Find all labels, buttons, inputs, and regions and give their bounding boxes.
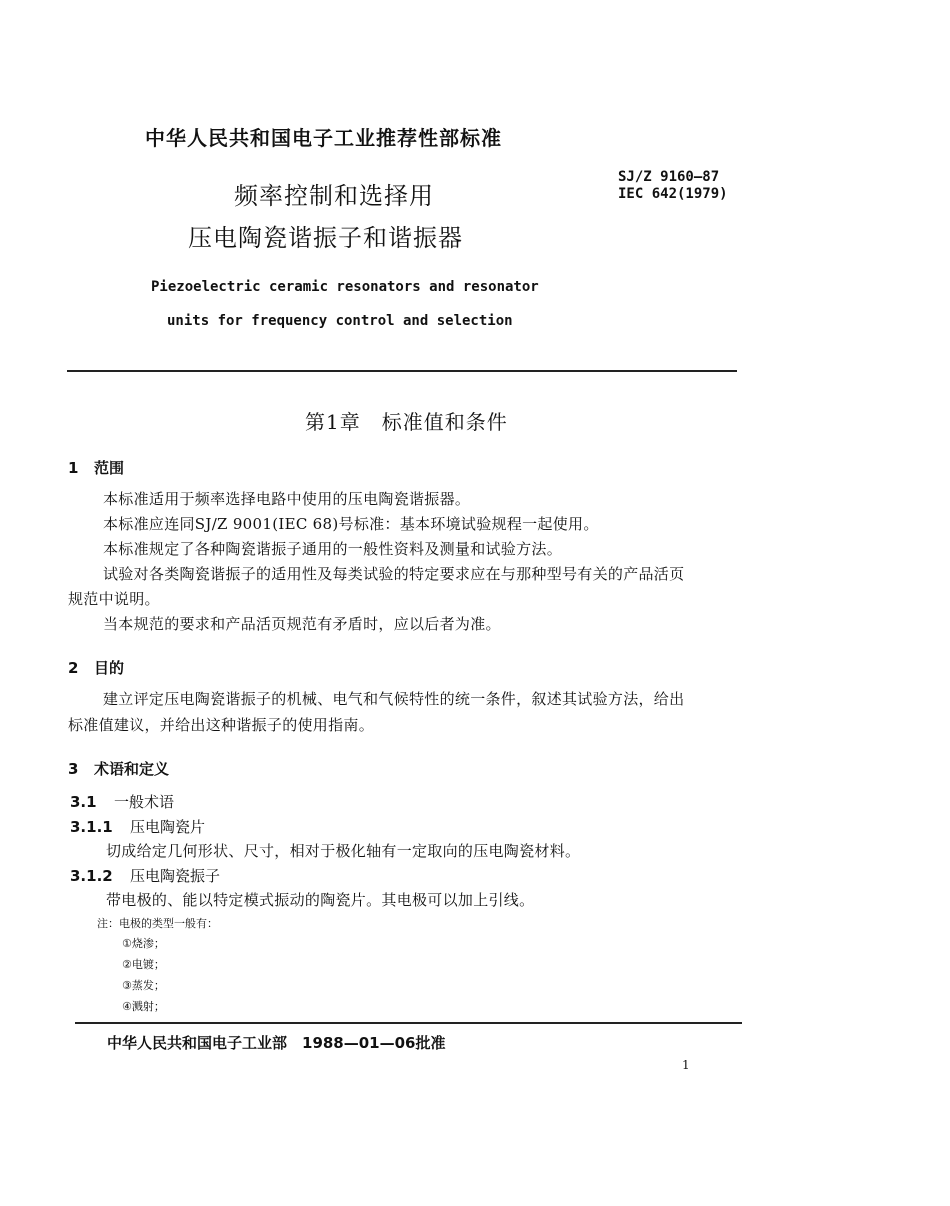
section-number: 2 [68,659,79,677]
section-2-paragraph-1a: 建立评定压电陶瓷谐振子的机械、电气和气候特性的统一条件，叙述其试验方法，给出 [103,690,685,708]
section-title: 术语和定义 [94,760,170,778]
approval-line: 中华人民共和国电子工业部 1988—01—06批准 [107,1034,446,1052]
section-1-paragraph-4b: 规范中说明。 [68,590,160,608]
title-en-line2: units for frequency control and selection [167,313,513,329]
section-1-heading [68,457,124,478]
section-number: 1 [68,459,79,477]
title-en-line1: Piezoelectric ceramic resonators and resonator [151,279,539,295]
section-3-heading [68,758,169,779]
issuer-title: 中华人民共和国电子工业推荐性部标准 [145,126,502,150]
subsection-title: 压电陶瓷片 [130,818,206,836]
subsection-3-1-1 [70,816,205,837]
section-1-paragraph-2: 本标准应连同SJ/Z 9001(IEC 68)号标准：基本环境试验规程一起使用。 [103,515,599,533]
section-1-paragraph-1: 本标准适用于频率选择电路中使用的压电陶瓷谐振器。 [103,490,471,508]
subsection-title: 一般术语 [114,793,175,811]
note-item: ④溅射； [122,1000,165,1013]
section-2-heading [68,657,124,678]
note-title: 注：电极的类型一般有： [97,917,218,930]
section-number: 3 [68,760,79,778]
subsection-number: 3.1.2 [70,867,113,885]
section-1-paragraph-5: 当本规范的要求和产品活页规范有矛盾时，应以后者为准。 [103,615,501,633]
subsection-number: 3.1 [70,793,97,811]
title-cn-line2: 压电陶瓷谐振子和谐振器 [188,224,463,252]
subsection-title: 压电陶瓷振子 [130,867,221,885]
section-1-paragraph-4a: 试验对各类陶瓷谐振子的适用性及每类试验的特定要求应在与那种型号有关的产品活页 [103,565,685,583]
note-item: ①烧渗； [122,937,165,950]
page-number: 1 [682,1058,690,1072]
note-item: ②电镀； [122,958,165,971]
standard-number-block [618,169,728,203]
subsection-3-1-2 [70,865,220,886]
iec-number: IEC 642(1979) [618,186,728,202]
section-2-paragraph-1b: 标准值建议，并给出这种谐振子的使用指南。 [68,716,375,734]
top-divider [67,370,737,372]
standard-number: SJ/Z 9160—87 [618,169,720,185]
section-title: 目的 [94,659,125,677]
section-1-paragraph-3: 本标准规定了各种陶瓷谐振子通用的一般性资料及测量和试验方法。 [103,540,563,558]
subsection-3-1 [70,791,174,812]
subsection-3-1-1-text: 切成给定几何形状、尺寸，相对于极化轴有一定取向的压电陶瓷材料。 [106,842,581,860]
subsection-3-1-2-text: 带电极的、能以特定模式振动的陶瓷片。其电极可以加上引线。 [106,891,535,909]
chapter-heading: 第1章 标准值和条件 [305,410,508,434]
title-cn-line1: 频率控制和选择用 [234,182,434,210]
note-item: ③蒸发； [122,979,165,992]
section-title: 范围 [94,459,125,477]
subsection-number: 3.1.1 [70,818,113,836]
bottom-divider [75,1022,742,1024]
